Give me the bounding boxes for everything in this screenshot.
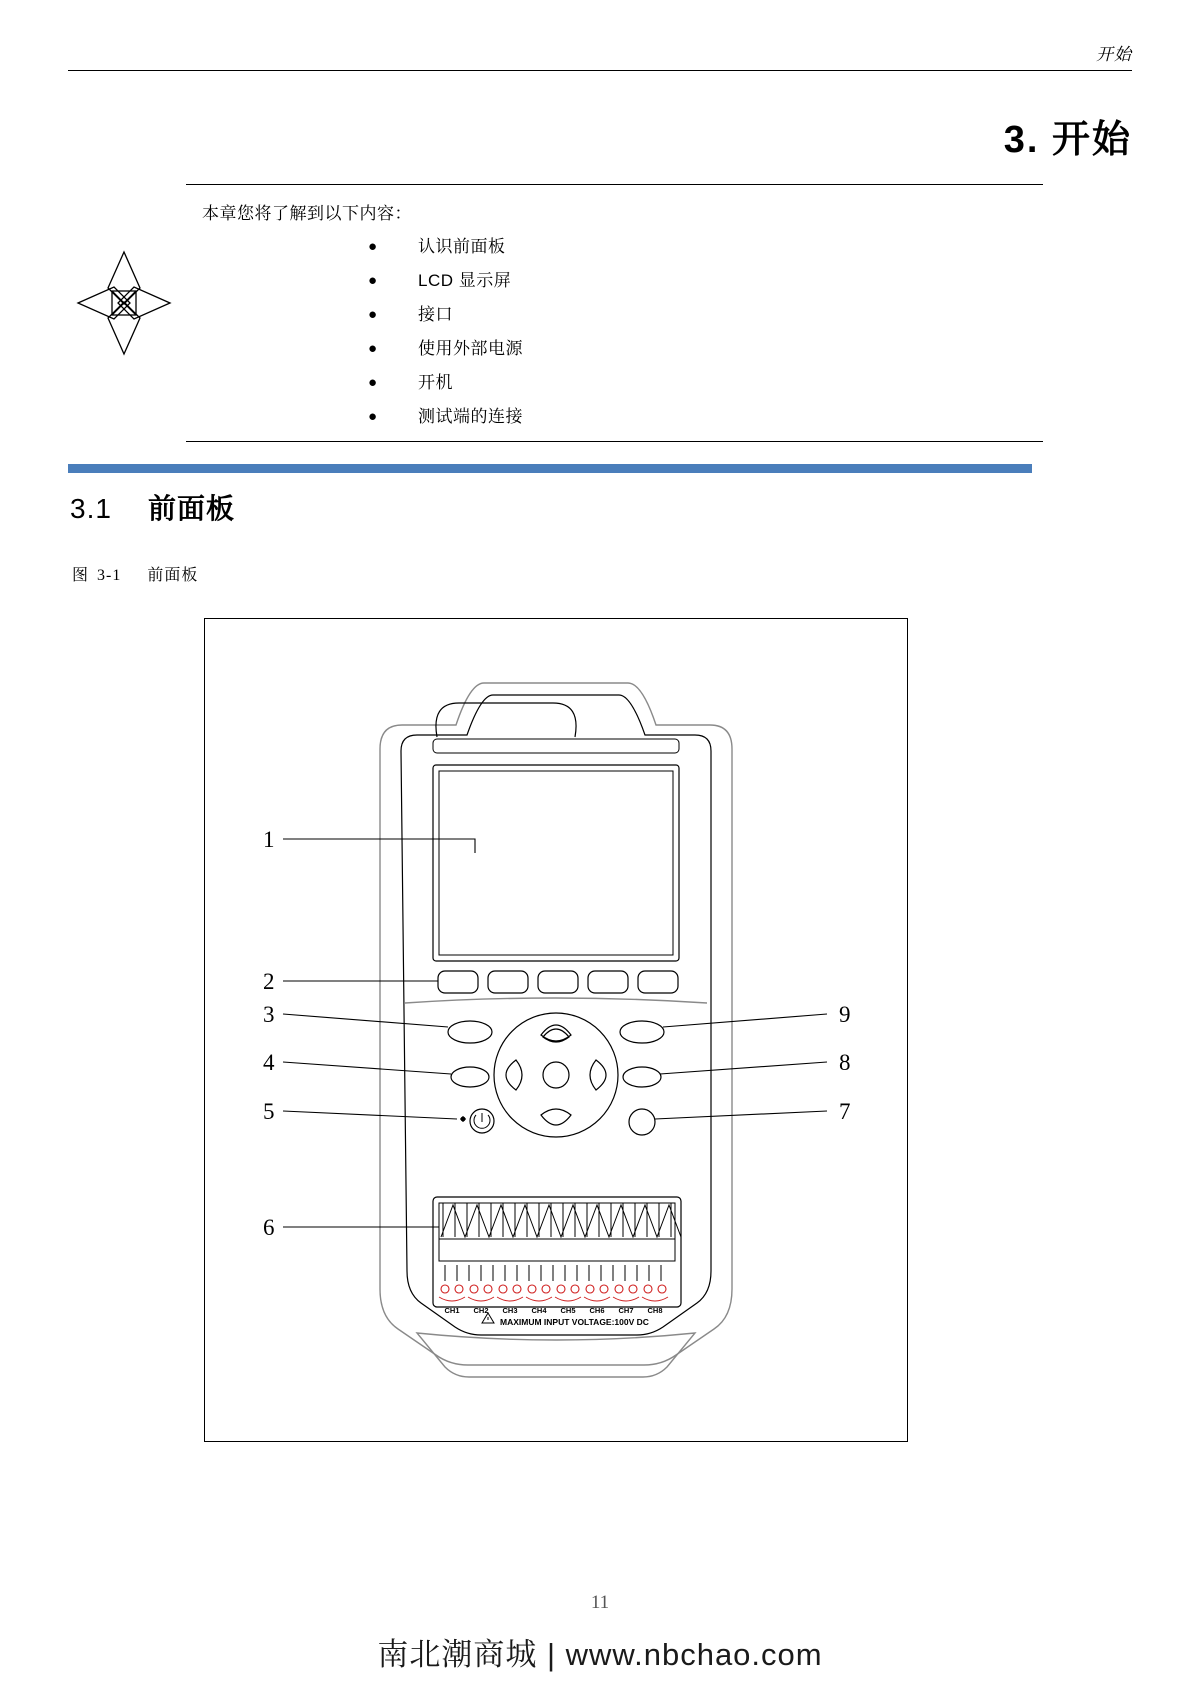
list-item: [186, 264, 1043, 298]
page-number: 11: [590, 1592, 610, 1613]
list-item-label: 开机: [418, 373, 453, 392]
section-title: 前面板: [148, 493, 236, 524]
lcd-screen: [433, 765, 679, 961]
section-accent-bar: [68, 464, 1032, 473]
compass-diamond-icon: [74, 248, 174, 358]
bullet-icon: ●: [368, 408, 378, 425]
list-item: [186, 332, 1043, 366]
channel-label: CH3: [502, 1306, 518, 1315]
figure-caption-number: 3-1: [97, 567, 122, 584]
callout-number: 7: [839, 1099, 851, 1124]
callout-number: 8: [839, 1050, 851, 1075]
section-heading: [70, 487, 235, 527]
list-item-label: 使用外部电源: [418, 339, 523, 358]
page-header: [68, 40, 1132, 80]
list-item-label: 接口: [418, 305, 453, 324]
channel-label: CH1: [444, 1306, 460, 1315]
callout-number: 5: [263, 1099, 275, 1124]
channel-label: CH2: [473, 1306, 489, 1315]
callout-number: 3: [263, 1002, 275, 1027]
callout-number: 6: [263, 1215, 275, 1240]
list-item: [186, 230, 1043, 264]
list-item-label: 认识前面板: [418, 237, 506, 256]
callout-number: 4: [263, 1050, 275, 1075]
bullet-icon: ●: [368, 374, 378, 391]
max-input-voltage-label: MAXIMUM INPUT VOLTAGE:100V DC: [500, 1317, 649, 1327]
terminal-screws: [439, 1265, 668, 1301]
bullet-icon: ●: [368, 238, 378, 255]
power-button-icon: [460, 1109, 494, 1133]
intro-lead-text: 本章您将了解到以下内容：: [202, 204, 412, 223]
list-item: [186, 298, 1043, 332]
direction-pad: [494, 1013, 618, 1137]
header-rule: [68, 70, 1132, 71]
figure-caption: [72, 562, 198, 585]
channel-label: CH4: [531, 1306, 547, 1315]
figure-caption-text: 前面板: [147, 567, 199, 584]
intro-rule-bottom: [186, 441, 1043, 442]
bullet-icon: ●: [368, 306, 378, 323]
list-item-label: LCD 显示屏: [418, 271, 512, 290]
list-item: [186, 400, 1043, 434]
intro-topic-list: [186, 230, 1043, 434]
softkey-row: [438, 971, 678, 993]
channel-label: CH5: [560, 1306, 576, 1315]
callout-number: 9: [839, 1002, 851, 1027]
channel-label: CH6: [589, 1306, 605, 1315]
list-item-label: 测试端的连接: [418, 407, 523, 426]
left-button-group: [448, 1021, 494, 1133]
list-item: [186, 366, 1043, 400]
figure-caption-label: 图: [72, 567, 90, 584]
callout-group: [263, 827, 851, 1240]
bullet-icon: ●: [368, 340, 378, 357]
chapter-title: 3. 开始: [1003, 119, 1132, 161]
bullet-icon: ●: [368, 272, 378, 289]
right-button-group: [620, 1021, 664, 1135]
channel-label: CH8: [647, 1306, 663, 1315]
callout-number: 2: [263, 969, 275, 994]
input-terminal-block: [433, 1197, 681, 1315]
running-head: 开始: [1096, 45, 1132, 64]
figure-front-panel: [204, 618, 908, 1442]
footer-brand: 南北潮商城 | www.nbchao.com: [377, 1637, 823, 1672]
section-number: 3.1: [70, 493, 112, 524]
callout-number: 1: [263, 827, 275, 852]
front-panel-drawing: [205, 619, 907, 1441]
channel-label: CH7: [618, 1306, 634, 1315]
chapter-intro-box: [186, 184, 1043, 442]
